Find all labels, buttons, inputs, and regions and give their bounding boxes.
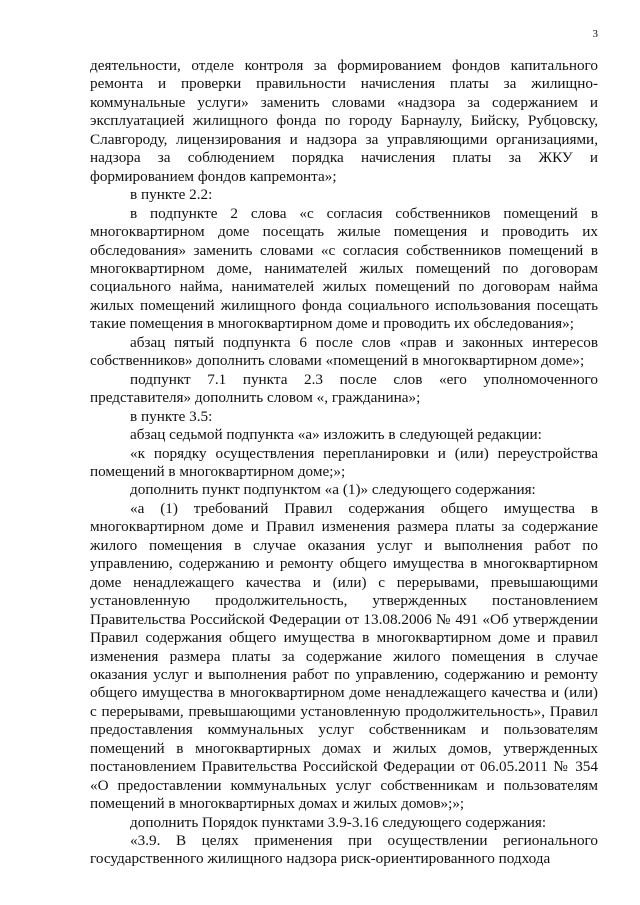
paragraph: в пункте 2.2: [130, 186, 213, 204]
paragraph: абзац пятый подпункта 6 после слов «прав и законных интересов собственников» дополнить словами «помещений в многоквартирном доме»; [90, 333, 598, 370]
paragraph: дополнить Порядок пунктами 3.9-3.16 следующего содержания: [130, 813, 547, 831]
paragraph: «а (1) требований Правил содержания общего имущества в многоквартирном доме и Правил изменения размера платы за содержание жилого помещения в случае оказания услуг и выполнения работ по управлению, содержанию и ремонту общего имущества в многоквартирном доме ненадлежащего качества и (или) с перерывами, превышающими установленную продолжительность, утвержденных постановлением Правительства Российской Федерации от 13.08.2006 № 491 «Об утверждении Правил содержания общего имущества в многоквартирном доме и правил изменения размера платы за содержание жилого помещения в случае оказания услуг и выполнения работ по управлению, содержанию и ремонту общего имущества в многоквартирном доме ненадлежащего качества и (или) с перерывами, превышающими установленную продолжительность», Правил предоставления коммунальных услуг собственникам и пользователям помещений в многоквартирных домах и жилых домов, утвержденных постановлением Правительства Российской Федерации от 06.05.2011 № 354 «О предоставлении коммунальных услуг собственникам и пользователям помещений в многоквартирных домах и жилых домов»;»; [90, 499, 598, 813]
document-body [90, 57, 598, 869]
paragraph: в подпункте 2 слова «с согласия собственников помещений в многоквартирном доме посещать жилые помещения и проводить их обследования» заменить словами «с согласия собственников помещений в многоквартирном доме, нанимателей жилых помещений по договорам социального найма, нанимателей жилых помещений по договорам найма жилых помещений жилищного фонда социального использования посещать такие помещения в многоквартирном доме и проводить их обследования»; [90, 204, 598, 333]
paragraph: в пункте 3.5: [130, 407, 213, 425]
paragraph: «к порядку осуществления перепланировки и (или) переустройства помещений в многоквартирном доме;»; [90, 444, 598, 480]
paragraph: абзац седьмой подпункта «а» изложить в следующей редакции: [130, 426, 542, 444]
paragraph: «3.9. В целях применения при осуществлении регионального государственного жилищного надзора риск-ориентированного подхода [90, 832, 598, 868]
page-number: 3 [592, 28, 598, 40]
paragraph: деятельности, отделе контроля за формированием фондов капитального ремонта и проверки правильности начисления платы за жилищно-коммунальные услуги» заменить словами «надзора за содержанием и эксплуатацией жилищного фонда по городу Барнаулу, Бийску, Рубцовску, Славгороду, лицензирования и надзора за управляющими организациями, надзора за соблюдением порядка начисления платы за ЖКУ и формированием фондов капремонта»; [90, 57, 598, 185]
paragraph: дополнить пункт подпунктом «а (1)» следующего содержания: [130, 481, 536, 499]
paragraph: подпункт 7.1 пункта 2.3 после слов «его уполномоченного представителя» дополнить словом «, гражданина»; [90, 370, 598, 407]
